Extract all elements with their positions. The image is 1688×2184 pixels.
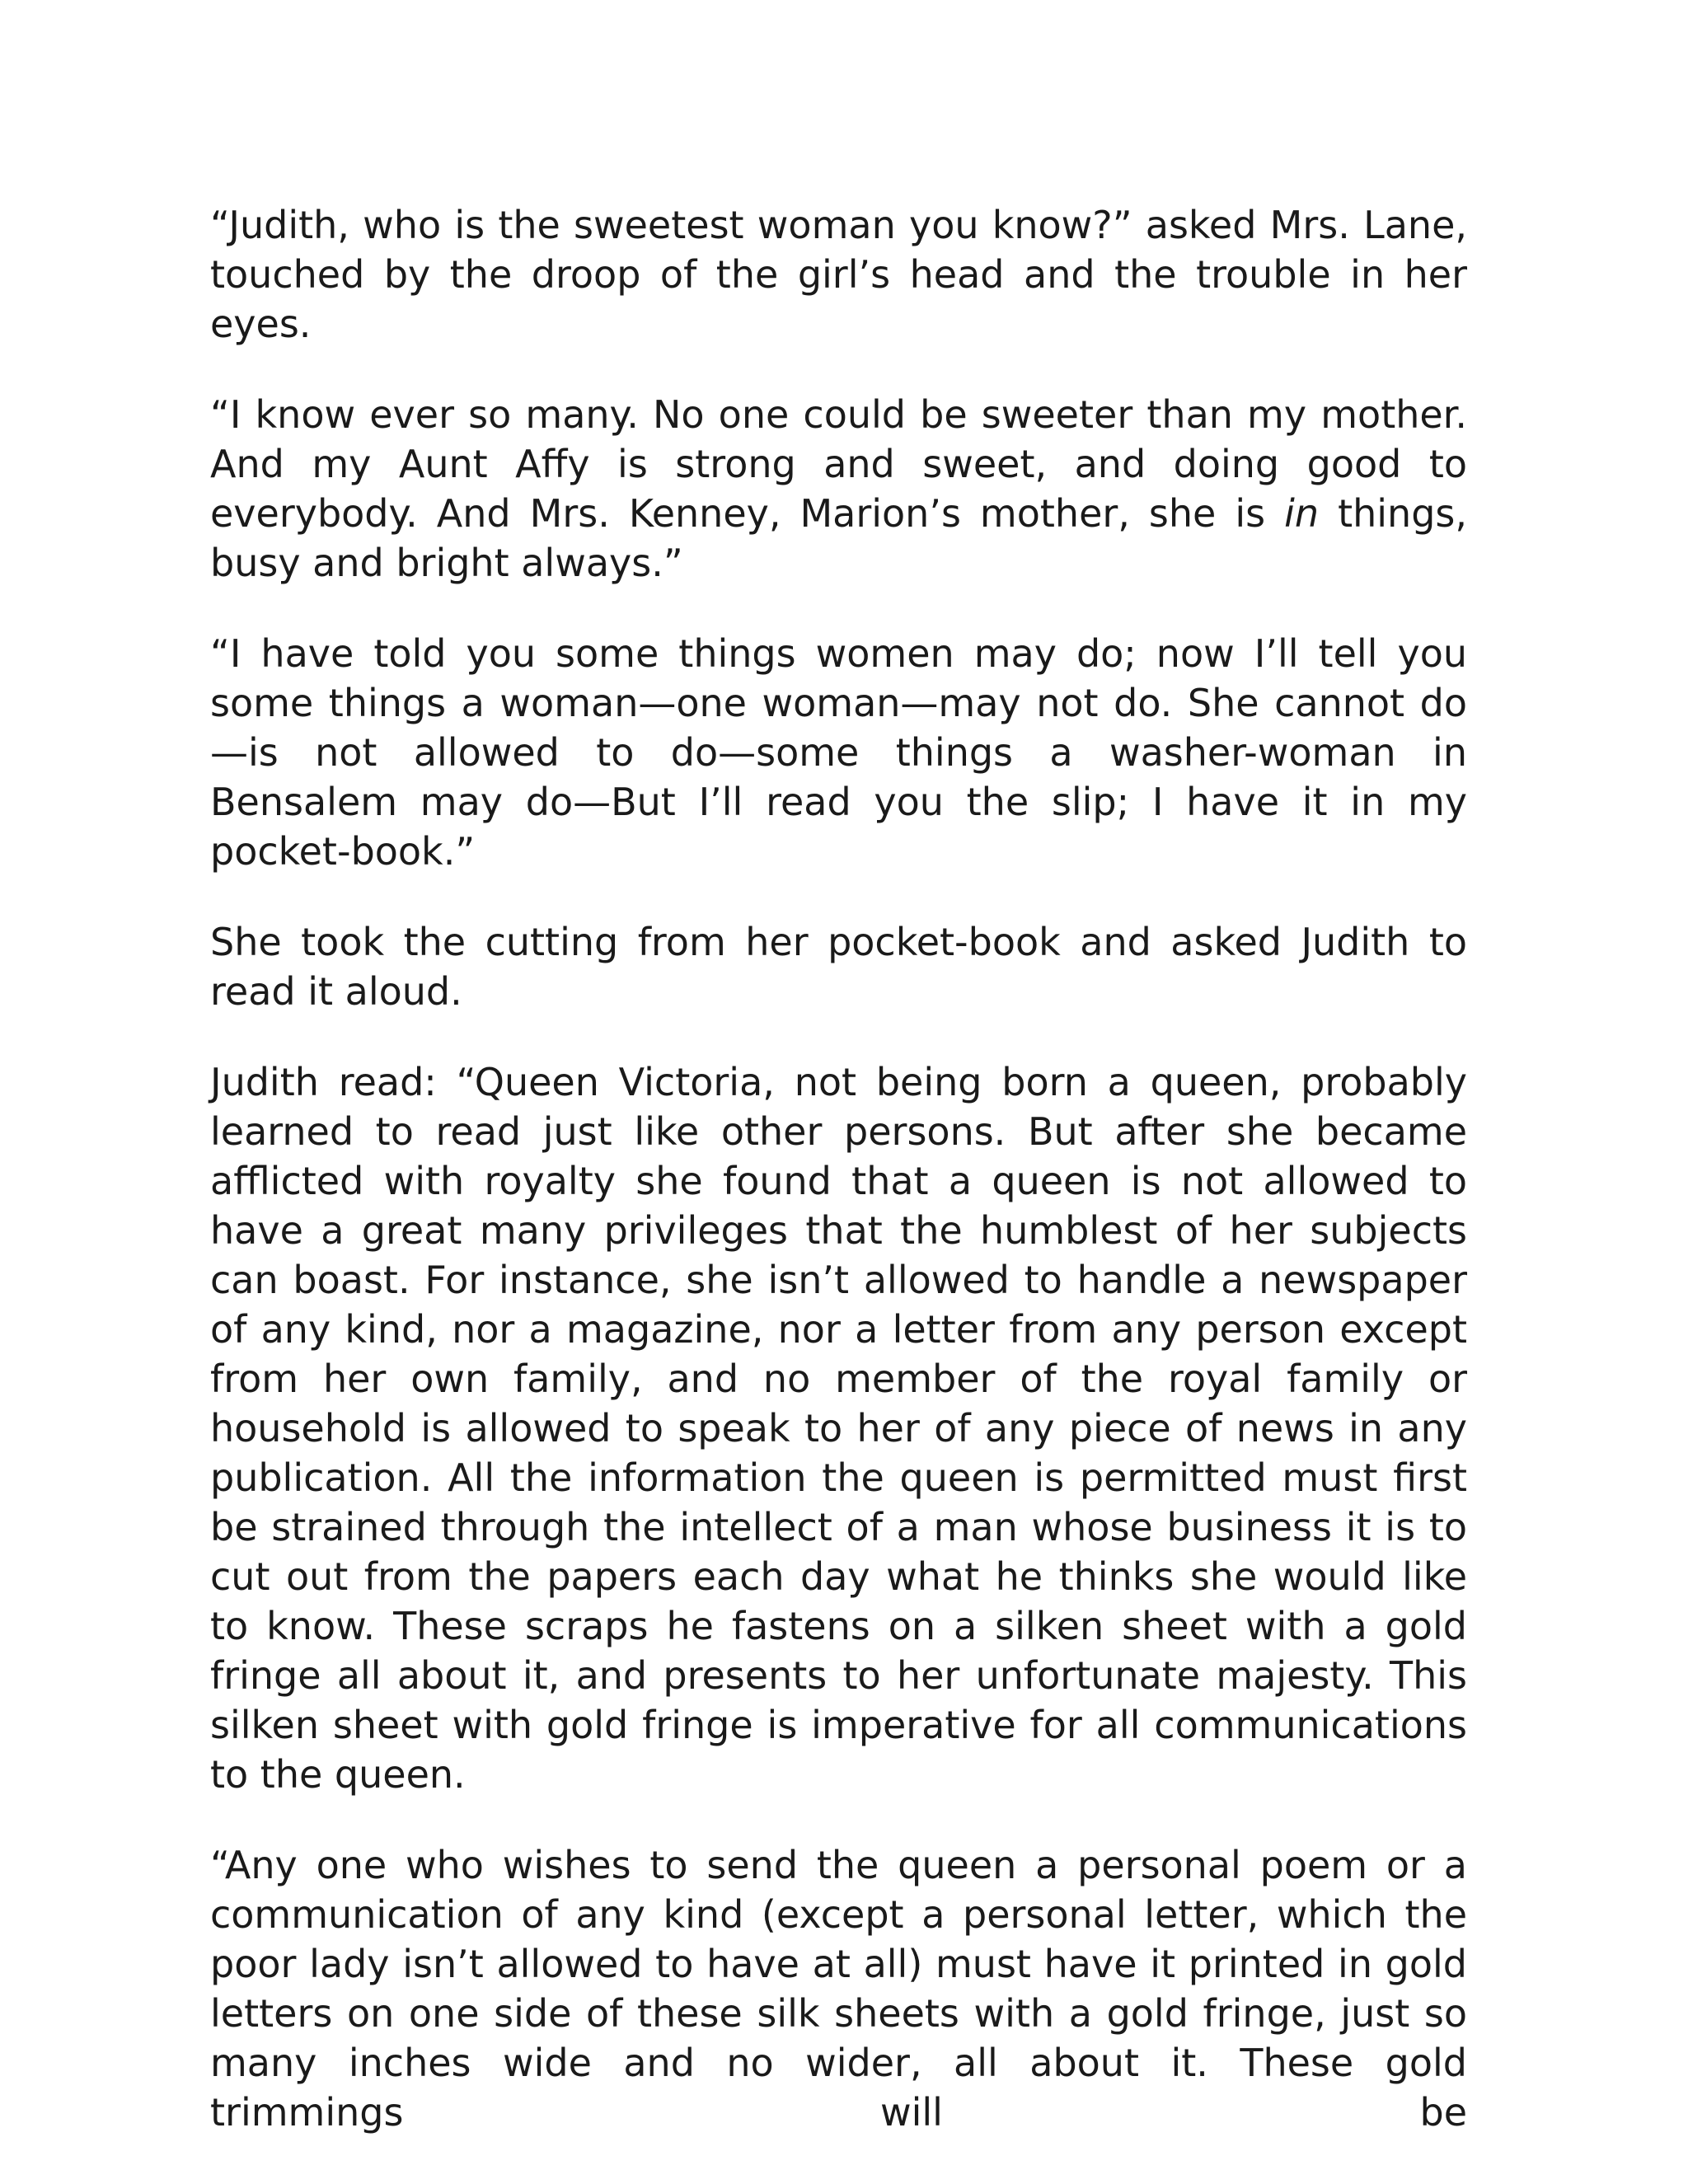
paragraph-5: Judith read: “Queen Victoria, not being born a queen, probably learned to read just like other persons. But after she became afflicted with royalty she found that a queen is not allowed to have a great many privileges that the humblest of her subjects can boast. For instance, she isn’t allowed to handle a newspaper of any kind, nor a magazine, nor a letter from any person except from her own family, and no member of the royal family or household is allowed to speak to her of any piece of news in any publication. All the information the queen is permitted must first be strained through the intellect of a man whose business it is to cut out from the papers each day what he thinks she would like to know. These scraps he fastens on a silken sheet with a gold fringe all about it, and presents to her unfortunate majesty. This silken sheet with gold fringe is imperative for all communications to the queen. [210,1060,1467,1797]
paragraph-2-emphasis: in [1284,491,1320,536]
paragraph-1: “Judith, who is the sweetest woman you know?” asked Mrs. Lane, touched by the droop of the girl’s head and the trouble in her eyes. [210,203,1467,346]
paragraph-2-text-before: “I know ever so many. No one could be sweeter than my mother. And my Aunt Affy is strong and sweet, and doing good to everybody. And Mrs. Kenney, Marion’s mother, she is [210,392,1467,536]
document-page [210,200,1467,2137]
paragraph-2 [210,390,1467,588]
paragraph-3: “I have told you some things women may do; now I’ll tell you some things a woman—one woman—may not do. She cannot do—is not allowed to do—some things a washer-woman in Bensalem may do—But I’ll read you the slip; I have it in my pocket-book.” [210,631,1467,874]
paragraph-6: “Any one who wishes to send the queen a personal poem or a communication of any kind (except a personal letter, which the poor lady isn’t allowed to have at all) must have it printed in gold letters on one side of these silk sheets with a gold fringe, just so many inches wide and no wider, all about it. These gold trimmings will be [210,1843,1467,2135]
paragraph-4: She took the cutting from her pocket-book and asked Judith to read it aloud. [210,920,1467,1014]
paragraph-2-text-after: things, busy and bright always.” [210,491,1467,585]
